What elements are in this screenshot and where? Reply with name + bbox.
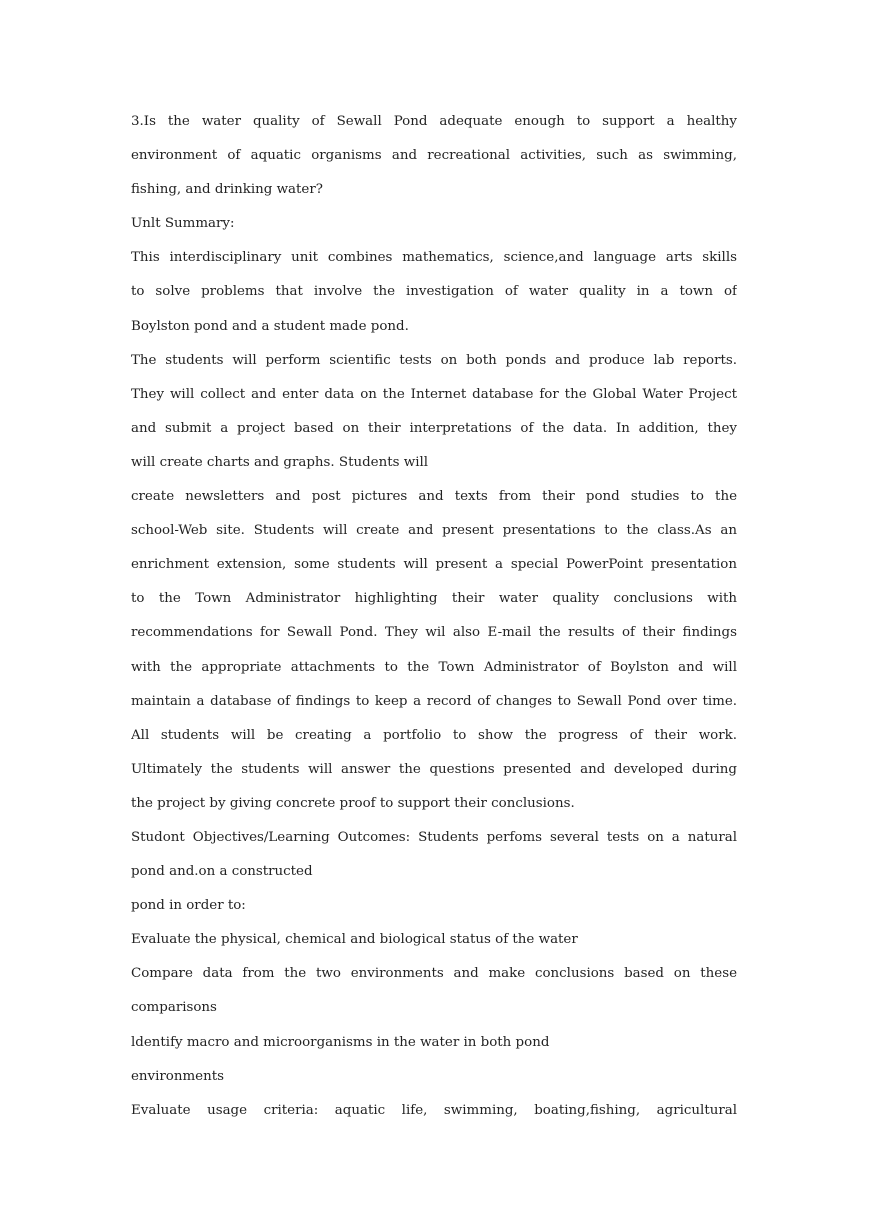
text-line: All students will be creating a portfolio to show the progress of their work. xyxy=(131,727,737,743)
text-line: will create charts and graphs. Students will xyxy=(131,454,429,470)
text-line: pond in order to: xyxy=(131,898,246,914)
text-line: 3.Is the water quality of Sewall Pond adequate enough to support a healthy xyxy=(131,114,737,129)
text-line: fishing, and drinking water? xyxy=(131,182,323,198)
text-line: Boylston pond and a student made pond. xyxy=(131,318,409,334)
text-line: Evaluate usage criteria: aquatic life, swimming, boating,fishing, agricultural xyxy=(131,1102,737,1118)
text-line: the project by giving concrete proof to support their conclusions. xyxy=(131,795,575,811)
text-line: The students will perform scientific tests on both ponds and produce lab reports. xyxy=(131,352,737,368)
text-line: maintain a database of findings to keep a record of changes to Sewall Pond over time. xyxy=(131,693,737,709)
text-line: create newsletters and post pictures and texts from their pond studies to the xyxy=(131,489,737,505)
text-line: recommendations for Sewall Pond. They wil also E-mail the results of their findings xyxy=(131,625,737,641)
text-line: Compare data from the two environments and make conclusions based on these xyxy=(131,966,737,982)
text-line: school-Web site. Students will create and present presentations to the class.As an xyxy=(131,523,737,539)
text-line: Ultimately the students will answer the questions presented and developed during xyxy=(131,761,737,777)
text-line: and submit a project based on their interpretations of the data. In addition, they xyxy=(131,420,737,436)
text-line: environments xyxy=(131,1068,224,1084)
text-line: They will collect and enter data on the Internet database for the Global Water Project xyxy=(131,386,737,402)
text-line: enrichment extension, some students will present a special PowerPoint presentation xyxy=(131,557,737,573)
text-line: environment of aquatic organisms and recreational activities, such as swimming, xyxy=(131,148,737,164)
text-line: Unlt Summary: xyxy=(131,216,235,232)
text-line: to solve problems that involve the investigation of water quality in a town of xyxy=(131,284,737,300)
text-line: with the appropriate attachments to the Town Administrator of Boylston and will xyxy=(131,659,737,675)
text-line: This interdisciplinary unit combines mathematics, science,and language arts skills xyxy=(131,250,737,266)
text-line: comparisons xyxy=(131,1000,217,1016)
text-line: ldentify macro and microorganisms in the water in both pond xyxy=(131,1034,550,1050)
document-page xyxy=(131,105,737,1128)
text-line: Studont Objectives/Learning Outcomes: Students perfoms several tests on a natural xyxy=(131,829,737,845)
text-line: to the Town Administrator highlighting their water quality conclusions with xyxy=(131,591,737,607)
text-line: Evaluate the physical, chemical and biological status of the water xyxy=(131,932,578,948)
text-line: pond and.on a constructed xyxy=(131,864,313,880)
